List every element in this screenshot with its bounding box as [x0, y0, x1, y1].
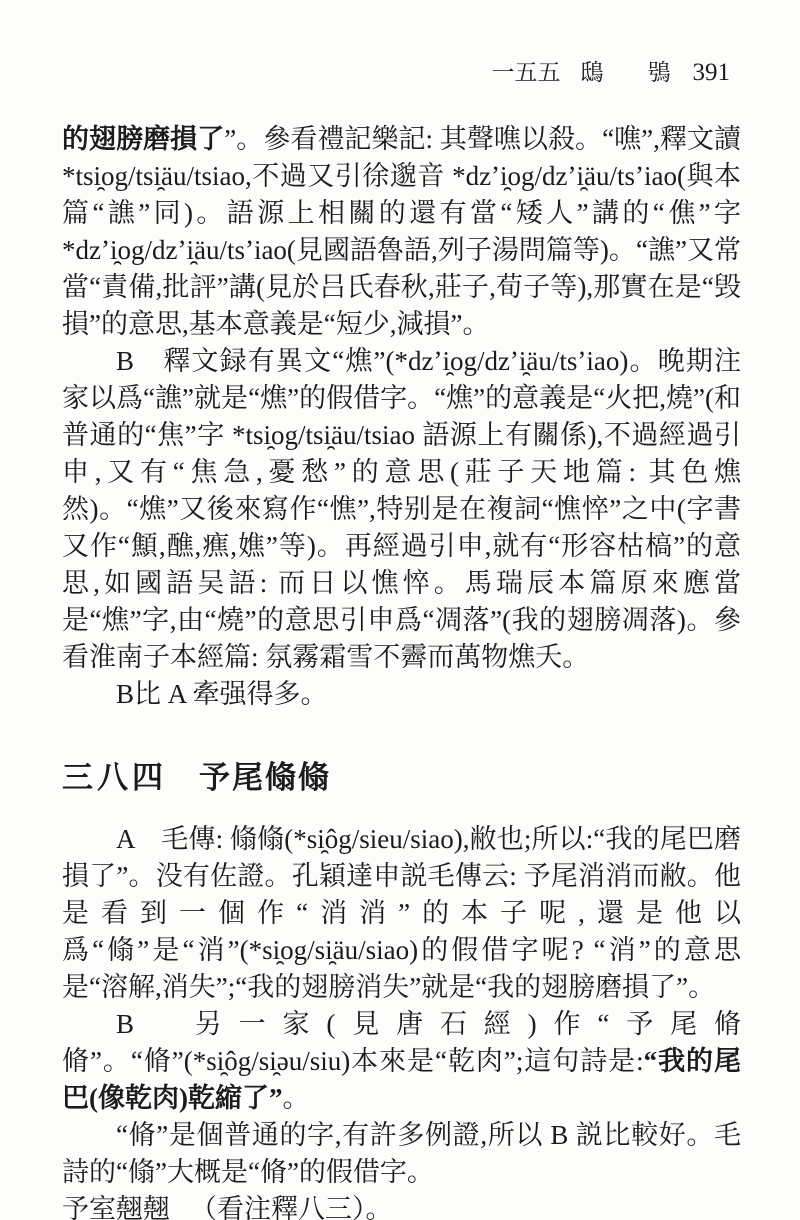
gloss384-paragraph-a: A 毛傳: 翛翛(*si̯ôg/sieu/siao),敝也;所以:“我的尾巴磨損了”。没有佐證。孔穎達申説毛傳云: 予尾消消而敝。他是看到一個作“消消”的本子呢,還是他以爲“翛”是“消”(*si̯og/si̯äu/siao)的假借字呢? “消”的意思是“溶解,消失”;“我的翅膀消失”就是“我的翅膀磨損了”。	[62, 824, 741, 1002]
gloss383-continuation-paragraph	[62, 121, 741, 343]
gloss384-heading-title: 予尾翛翛	[199, 760, 331, 795]
next-entry-verse: 予室翹翹	[62, 1194, 170, 1220]
next-entry-verse-line	[62, 1191, 741, 1220]
header-chapter-title-char-2: 鴞	[647, 60, 671, 85]
gloss384-heading	[62, 759, 741, 797]
gloss384-paragraph-b-bold-quote: “我的尾巴(像乾肉)乾縮了”	[62, 1046, 742, 1113]
next-entry-reference: （看注釋八三）。	[190, 1194, 393, 1220]
gloss384-heading-number: 三八四	[62, 760, 167, 795]
running-header	[0, 58, 730, 88]
gloss383-bold-lead: 的翅膀磨損了	[62, 124, 225, 154]
gloss384-paragraph-b-tail: 。	[282, 1083, 310, 1113]
gloss383-verdict: B比 A 牽强得多。	[116, 679, 328, 709]
gloss383-continuation-text: ”。參看禮記樂記: 其聲噍以殺。“噍”,釋文讀 *tsi̯og/tsi̯äu/tsiao,不過又引徐邈音 *dzʼi̯og/dzʼi̯äu/tsʼiao(與本篇“譙”同)。語源上相關的還有當“矮人”講的“僬”字 *dzʼi̯og/dzʼi̯äu/tsʼiao(見國語魯語,列子湯問篇等)。“譙”又常當“責備,批評”講(見於吕氏春秋,莊子,荀子等),那實在是“毁損”的意思,基本意義是“短少,減損”。	[62, 124, 742, 339]
header-chapter-title-char-1: 鴟	[580, 60, 604, 85]
header-page-number: 391	[692, 59, 730, 86]
header-chapter-number: 一五五	[491, 60, 561, 85]
gloss384-paragraph-b-lead: B 另一家(見唐石經)作“予尾脩脩”。“脩”(*si̯ôg/si̯əu/siu)本來是“乾肉”;這句詩是:	[62, 1009, 741, 1076]
gloss383-paragraph-b: B 釋文録有異文“燋”(*dzʼi̯og/dzʼi̯äu/tsʼiao)。晚期注家以爲“譙”就是“燋”的假借字。“燋”的意義是“火把,燒”(和普通的“焦”字 *tsi̯og/tsi̯äu/tsiao 語源上有關係),不過經過引申,又有“焦急,憂愁”的意思(莊子天地篇: 其色燋然)。“燋”又後來寫作“憔”,特别是在複詞“憔悴”之中(字書又作“顦,醮,癄,嫶”等)。再經過引申,就有“形容枯槁”的意思,如國語吴語: 而日以憔悴。馬瑞辰本篇原來應當是“燋”字,由“燒”的意思引申爲“凋落”(我的翅膀凋落)。參看淮南子本經篇: 氛霧霜雪不霽而萬物燋夭。	[62, 346, 741, 672]
gloss384-paragraph-c: “脩”是個普通的字,有許多例證,所以 B 説比較好。毛詩的“翛”大概是“脩”的假借字。	[62, 1120, 741, 1187]
page-body	[62, 121, 741, 1220]
gloss384-paragraph-b	[62, 1006, 741, 1117]
